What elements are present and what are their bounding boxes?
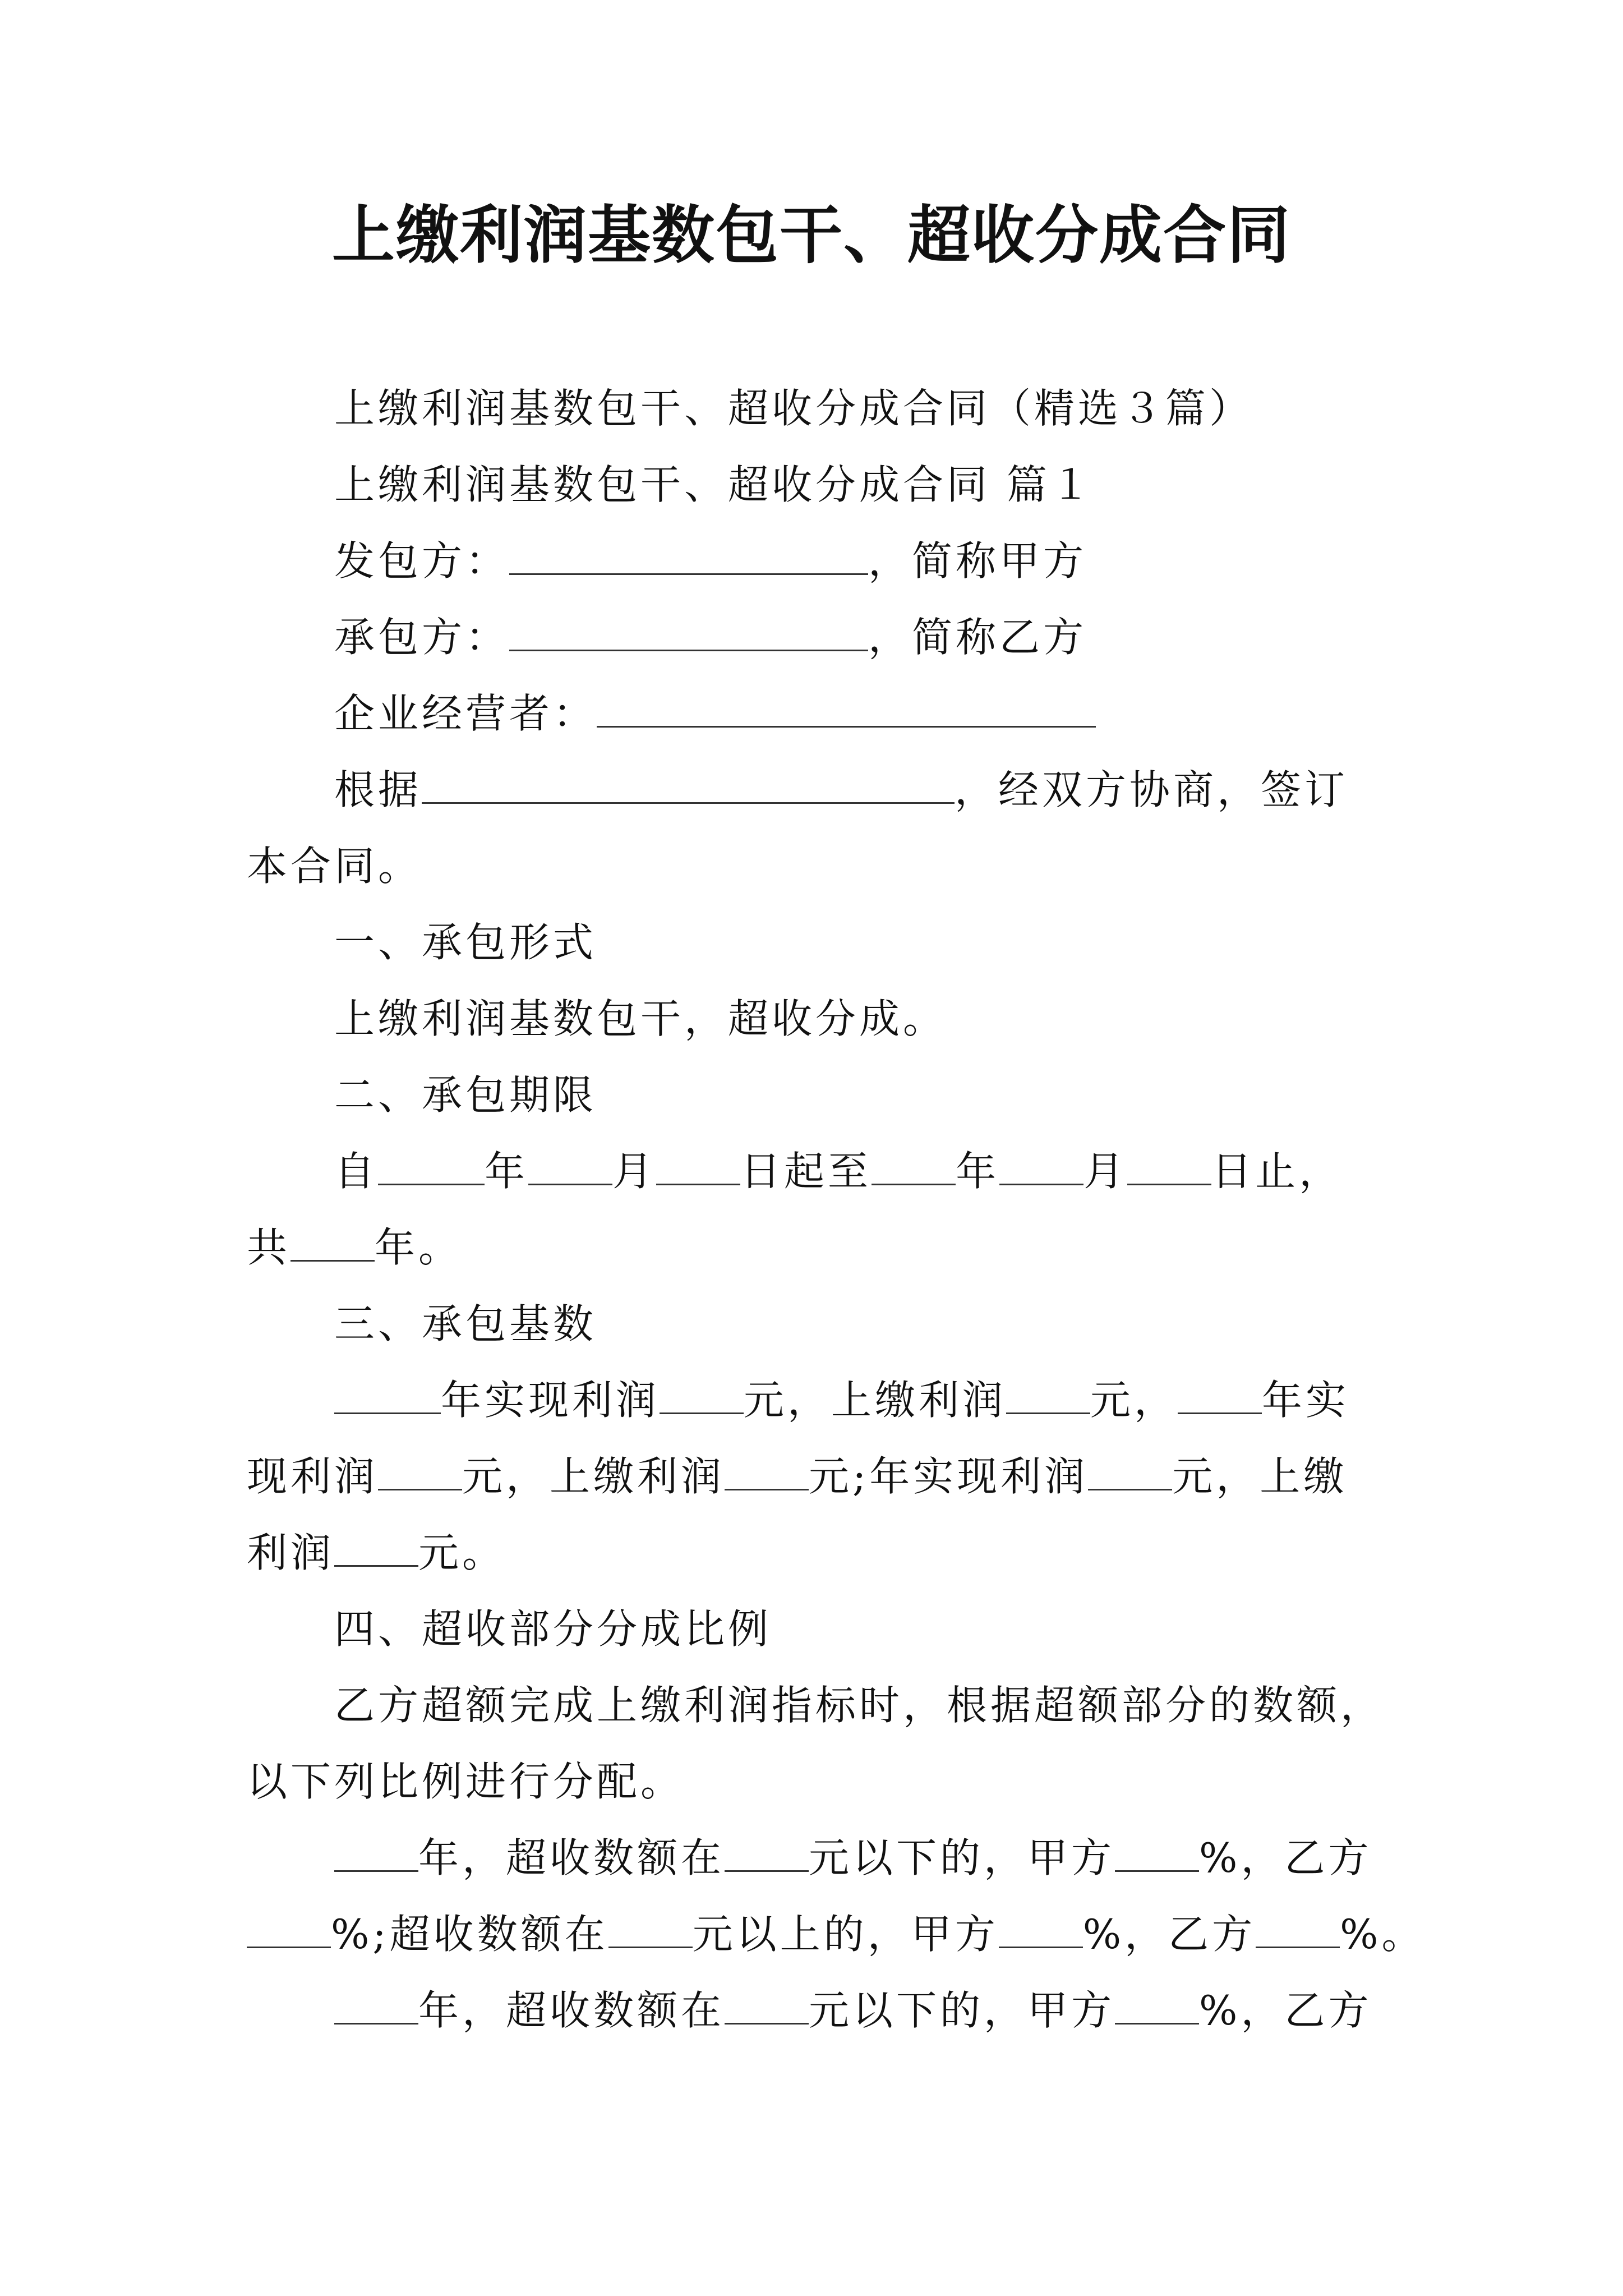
blank	[725, 1832, 809, 1872]
issuer-label: 发包方：	[334, 537, 510, 585]
ratio-line-1	[247, 1820, 1380, 1896]
contractor-label: 承包方：	[334, 614, 510, 661]
text-segment: 日止，	[1211, 1148, 1343, 1195]
clause2-heading: 二、承包期限	[334, 1071, 597, 1119]
blank	[291, 1222, 375, 1262]
clause3-text-cont1	[247, 1438, 1380, 1515]
text-segment: %，乙方	[1082, 1911, 1256, 1958]
ratio-line-1-cont	[247, 1896, 1426, 1972]
blank	[660, 1374, 744, 1414]
blank	[378, 1145, 485, 1185]
ratio-line-2	[247, 1972, 1380, 2049]
blank	[1256, 1908, 1340, 1948]
blank	[1115, 1985, 1199, 2024]
text-segment: 年实现利润	[441, 1377, 660, 1424]
issuer-line	[247, 523, 1380, 599]
text-segment: 年。	[375, 1224, 463, 1271]
blank	[656, 1145, 740, 1185]
blank	[247, 1908, 331, 1948]
text-segment: %。	[1340, 1911, 1426, 1958]
blank	[999, 1908, 1083, 1948]
clause2-text-cont	[247, 1209, 1380, 1286]
text-segment: %，乙方	[1199, 1834, 1372, 1881]
contractor-line	[247, 599, 1380, 675]
text-segment: 年实	[1262, 1377, 1350, 1424]
operator-label: 企业经营者：	[334, 690, 597, 737]
text-segment: 元，上缴利润	[744, 1377, 1007, 1424]
text-segment: 年，超收数额在	[418, 1834, 725, 1881]
issuer-suffix: ，简称甲方	[868, 537, 1087, 585]
clause2-text	[247, 1133, 1380, 1209]
text-segment: 元，上缴利润	[462, 1453, 725, 1500]
text-segment: 共	[247, 1224, 291, 1271]
clause3-text	[247, 1362, 1380, 1438]
text-segment: 月	[612, 1148, 657, 1195]
blank	[1006, 1374, 1090, 1414]
text-segment: 元以下的，甲方	[809, 1834, 1115, 1881]
clause4-heading: 四、超收部分分成比例	[334, 1605, 772, 1653]
blank	[1088, 1451, 1172, 1490]
text-segment: 元。	[418, 1529, 506, 1576]
text-segment: 元，上缴	[1172, 1453, 1348, 1500]
text-segment: 元，	[1090, 1377, 1178, 1424]
basis-label: 根据	[334, 766, 422, 813]
clause1-heading: 一、承包形式	[334, 919, 597, 966]
blank	[378, 1451, 462, 1490]
basis-blank	[422, 764, 955, 804]
section-heading-part1: 上缴利润基数包干、超收分成合同 篇１	[334, 461, 1094, 508]
blank	[999, 1145, 1083, 1185]
text-segment: 年	[956, 1148, 1000, 1195]
text-segment: 现利润	[247, 1453, 379, 1500]
blank	[725, 1451, 809, 1490]
blank	[1178, 1374, 1262, 1414]
clause1-text: 上缴利润基数包干，超收分成。	[334, 995, 947, 1042]
text-segment: 元以下的，甲方	[809, 1987, 1115, 2034]
text-segment: 利润	[247, 1529, 335, 1576]
document-title: 上缴利润基数包干、超收分成合同	[332, 199, 1291, 272]
text-segment: 元;年实现利润	[809, 1453, 1089, 1500]
basis-suffix: ，经双方协商，签订	[955, 766, 1349, 813]
blank	[334, 1985, 418, 2024]
blank	[334, 1527, 418, 1567]
text-segment: %，乙方	[1199, 1987, 1372, 2034]
blank	[608, 1908, 693, 1948]
text-segment: 年，超收数额在	[418, 1987, 725, 2034]
clause4-text-cont: 以下列比例进行分配。	[247, 1758, 685, 1805]
blank	[334, 1374, 441, 1414]
contractor-blank	[509, 611, 868, 651]
text-segment: 年	[485, 1148, 529, 1195]
text-segment: 月	[1083, 1148, 1128, 1195]
basis-line	[247, 752, 1380, 828]
blank	[725, 1985, 809, 2024]
document-body	[247, 370, 1426, 2049]
blank	[872, 1145, 956, 1185]
operator-blank	[597, 688, 1096, 728]
text-segment: 日起至	[740, 1148, 872, 1195]
subtitle-line: 上缴利润基数包干、超收分成合同（精选３篇）	[334, 385, 1253, 432]
clause4-text: 乙方超额完成上缴利润指标时，根据超额部分的数额，	[334, 1682, 1385, 1729]
operator-line	[247, 675, 1380, 752]
text-segment: 自	[334, 1148, 379, 1195]
blank	[1115, 1832, 1199, 1872]
basis-line-cont: 本合同。	[247, 843, 422, 890]
issuer-blank	[509, 535, 868, 575]
text-segment: %;超收数额在	[331, 1911, 608, 1958]
clause3-text-cont2	[247, 1515, 1380, 1591]
blank	[334, 1832, 418, 1872]
contractor-suffix: ，简称乙方	[868, 614, 1087, 661]
clause3-heading: 三、承包基数	[334, 1300, 597, 1347]
blank	[528, 1145, 612, 1185]
blank	[1127, 1145, 1211, 1185]
text-segment: 元以上的，甲方	[692, 1911, 999, 1958]
